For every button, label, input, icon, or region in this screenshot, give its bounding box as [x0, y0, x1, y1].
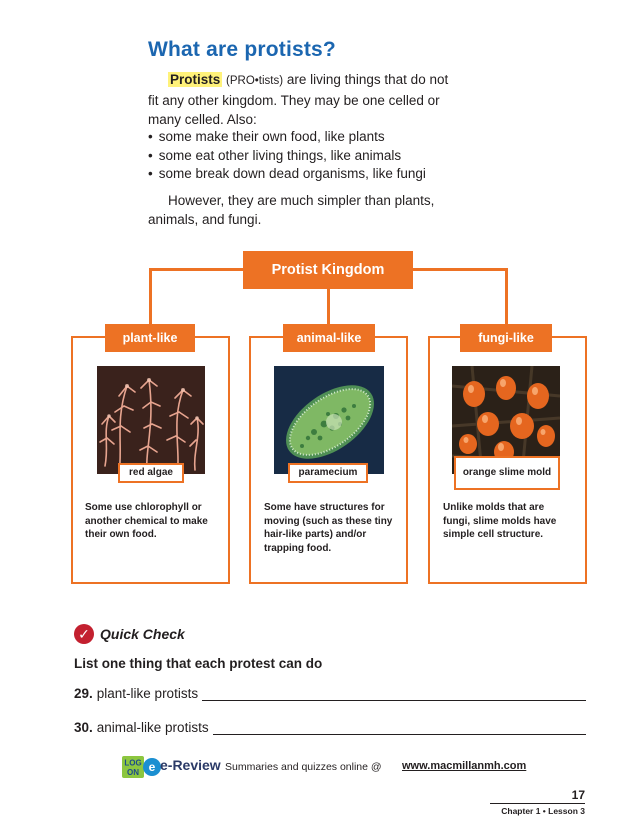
answer-blank[interactable] [202, 688, 586, 701]
intro-paragraph [148, 70, 508, 129]
closing-paragraph [148, 191, 508, 229]
red-algae-photo [97, 366, 205, 474]
review-summary: Summaries and quizzes online @ [225, 761, 382, 773]
answer-line-30 [74, 720, 586, 735]
question-number: 29. [74, 686, 93, 701]
list-item: • some break down dead organisms, like fungi [148, 165, 426, 184]
highlighted-term: Protists [170, 72, 221, 87]
logo-text-top: LOG [124, 758, 142, 768]
chapter-lesson: Chapter 1 • Lesson 3 [490, 803, 585, 816]
paramecium-photo [274, 366, 384, 474]
pronunciation: (PRO•tists) [226, 75, 284, 87]
list-item: • some make their own food, like plants [148, 128, 426, 147]
card-description: Some use chlorophyll or another chemical to make their own food. [85, 502, 208, 540]
question-number: 30. [74, 720, 93, 735]
question-text: animal-like protists [96, 720, 209, 735]
card-description: Unlike molds that are fungi, slime molds have simple cell structure. [443, 502, 557, 540]
closing-line1: However, they are much simpler than plants, [168, 193, 435, 208]
connector-line [149, 268, 243, 271]
photo-caption: red algae [118, 463, 184, 483]
connector-line [327, 289, 330, 324]
card-label: plant-like [105, 324, 195, 352]
page-title: What are protists? [148, 38, 336, 61]
card-label: fungi-like [460, 324, 552, 352]
svg-text:e: e [148, 760, 156, 774]
connector-line [413, 268, 508, 271]
connector-line [149, 268, 152, 324]
intro-line1: are living things that do not [286, 72, 449, 87]
quick-check-prompt: List one thing that each protest can do [74, 656, 323, 671]
quick-check-heading [74, 624, 185, 644]
answer-blank[interactable] [213, 722, 586, 735]
question-text: plant-like protists [96, 686, 199, 701]
logo-text-bottom: ON [127, 768, 139, 777]
intro-line2: fit any other kingdom. They may be one celled or [148, 93, 440, 108]
card-label: animal-like [283, 324, 375, 352]
checkmark-icon: ✓ [74, 624, 94, 644]
photo-caption: orange slime mold [454, 456, 560, 490]
quick-check-label: Quick Check [100, 626, 185, 642]
photo-caption: paramecium [288, 463, 368, 483]
card-description: Some have structures for moving (such as these tiny hair-like parts) and/or trapping food. [264, 502, 393, 554]
review-link[interactable]: www.macmillanmh.com [402, 760, 527, 772]
characteristics-list [148, 128, 426, 184]
connector-line [505, 268, 508, 324]
diagram-header: Protist Kingdom [243, 251, 413, 289]
closing-line2: animals, and fungi. [148, 212, 262, 227]
page-number: 17 [571, 788, 585, 802]
answer-line-29 [74, 686, 586, 701]
log-on-logo [122, 756, 154, 776]
intro-line3: many celled. Also: [148, 112, 257, 127]
list-item: • some eat other living things, like animals [148, 147, 426, 166]
e-review-label: e-Review [160, 757, 221, 773]
